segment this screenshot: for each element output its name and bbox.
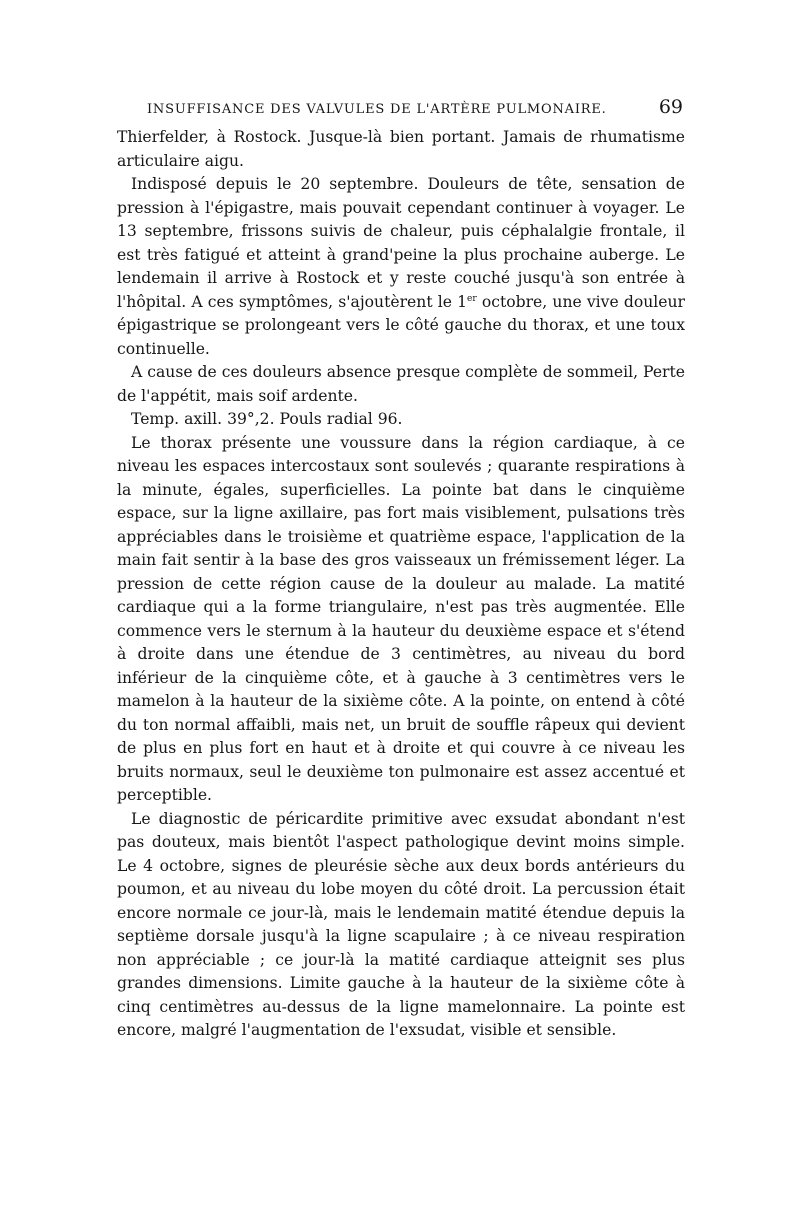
paragraph-text: A cause de ces douleurs absence presque complète de sommeil, Perte de l'appétit, mais soif ardente. (117, 363, 685, 405)
paragraph-1 (117, 126, 685, 173)
paragraph-4 (117, 408, 685, 432)
paragraph-text: Thierfelder, à Rostock. Jusque-là bien portant. Jamais de rhumatisme articulaire aigu. (117, 128, 685, 170)
running-title: INSUFFISANCE DES VALVULES DE L'ARTÈRE PULMONAIRE. (147, 102, 607, 117)
page-number: 69 (658, 96, 683, 118)
body-text (117, 126, 685, 1043)
paragraph-5 (117, 432, 685, 808)
superscript-er: er (467, 293, 477, 304)
paragraph-text-tail: octobre, une vive douleur épigastrique se prolongeant vers le côté gauche du thorax, et une toux continuelle. (117, 292, 685, 358)
paragraph-2 (117, 173, 685, 361)
paragraph-3 (117, 361, 685, 408)
book-page (117, 96, 685, 1043)
paragraph-text: Le diagnostic de péricardite primitive avec exsudat abondant n'est pas douteux, mais bientôt l'aspect pathologique devint moins simple. Le 4 octobre, signes de pleurésie sèche aux deux bords antérieurs du poumon, et au niveau du lobe moyen du côté droit. La percussion était encore normale ce jour-là, mais le lendemain matité étendue depuis la septième dorsale jusqu'à la ligne scapulaire ; à ce niveau respiration non appréciable ; ce jour-là la matité cardiaque atteignit ses plus grandes dimensions. Limite gauche à la hauteur de la sixième côte à cinq centimètres au-dessus de la ligne mamelonnaire. La pointe est encore, malgré l'augmentation de l'exsudat, visible et sensible. (117, 809, 685, 1039)
running-head (117, 96, 685, 126)
paragraph-text: Le thorax présente une voussure dans la région cardiaque, à ce niveau les espaces intercostaux sont soulevés ; quarante respirations à la minute, égales, superficielles. La pointe bat dans le cinquième espace, sur la ligne axillaire, pas fort mais visiblement, pulsations très appréciables dans le troisième et quatrième espace, l'application de la main fait sentir à la base des gros vaisseaux un frémissement léger. La pression de cette région cause de la douleur au malade. La matité cardiaque qui a la forme triangulaire, n'est pas très augmentée. Elle commence vers le sternum à la hauteur du deuxième espace et s'étend à droite dans une étendue de 3 centimètres, au niveau du bord inférieur de la cinquième côte, et à gauche à 3 centimètres vers le mamelon à la hauteur de la sixième côte. A la pointe, on entend à côté du ton normal affaibli, mais net, un bruit de souffle râpeux qui devient de plus en plus fort en haut et à droite et qui couvre à ce niveau les bruits normaux, seul le deuxième ton pulmonaire est assez accentué et perceptible. (117, 433, 685, 804)
paragraph-text: Temp. axill. 39°,2. Pouls radial 96. (131, 410, 403, 428)
paragraph-6 (117, 808, 685, 1043)
paragraph-text: Indisposé depuis le 20 septembre. Douleurs de tête, sensation de pression à l'épigastre, mais pouvait cependant continuer à voyager. Le 13 septembre, frissons suivis de chaleur, puis céphalalgie frontale, il est très fatigué et atteint à grand'peine la plus prochaine auberge. Le lendemain il arrive à Rostock et y reste couché jusqu'à son entrée à l'hôpital. A ces symptômes, s'ajoutèrent le 1 (117, 175, 685, 311)
